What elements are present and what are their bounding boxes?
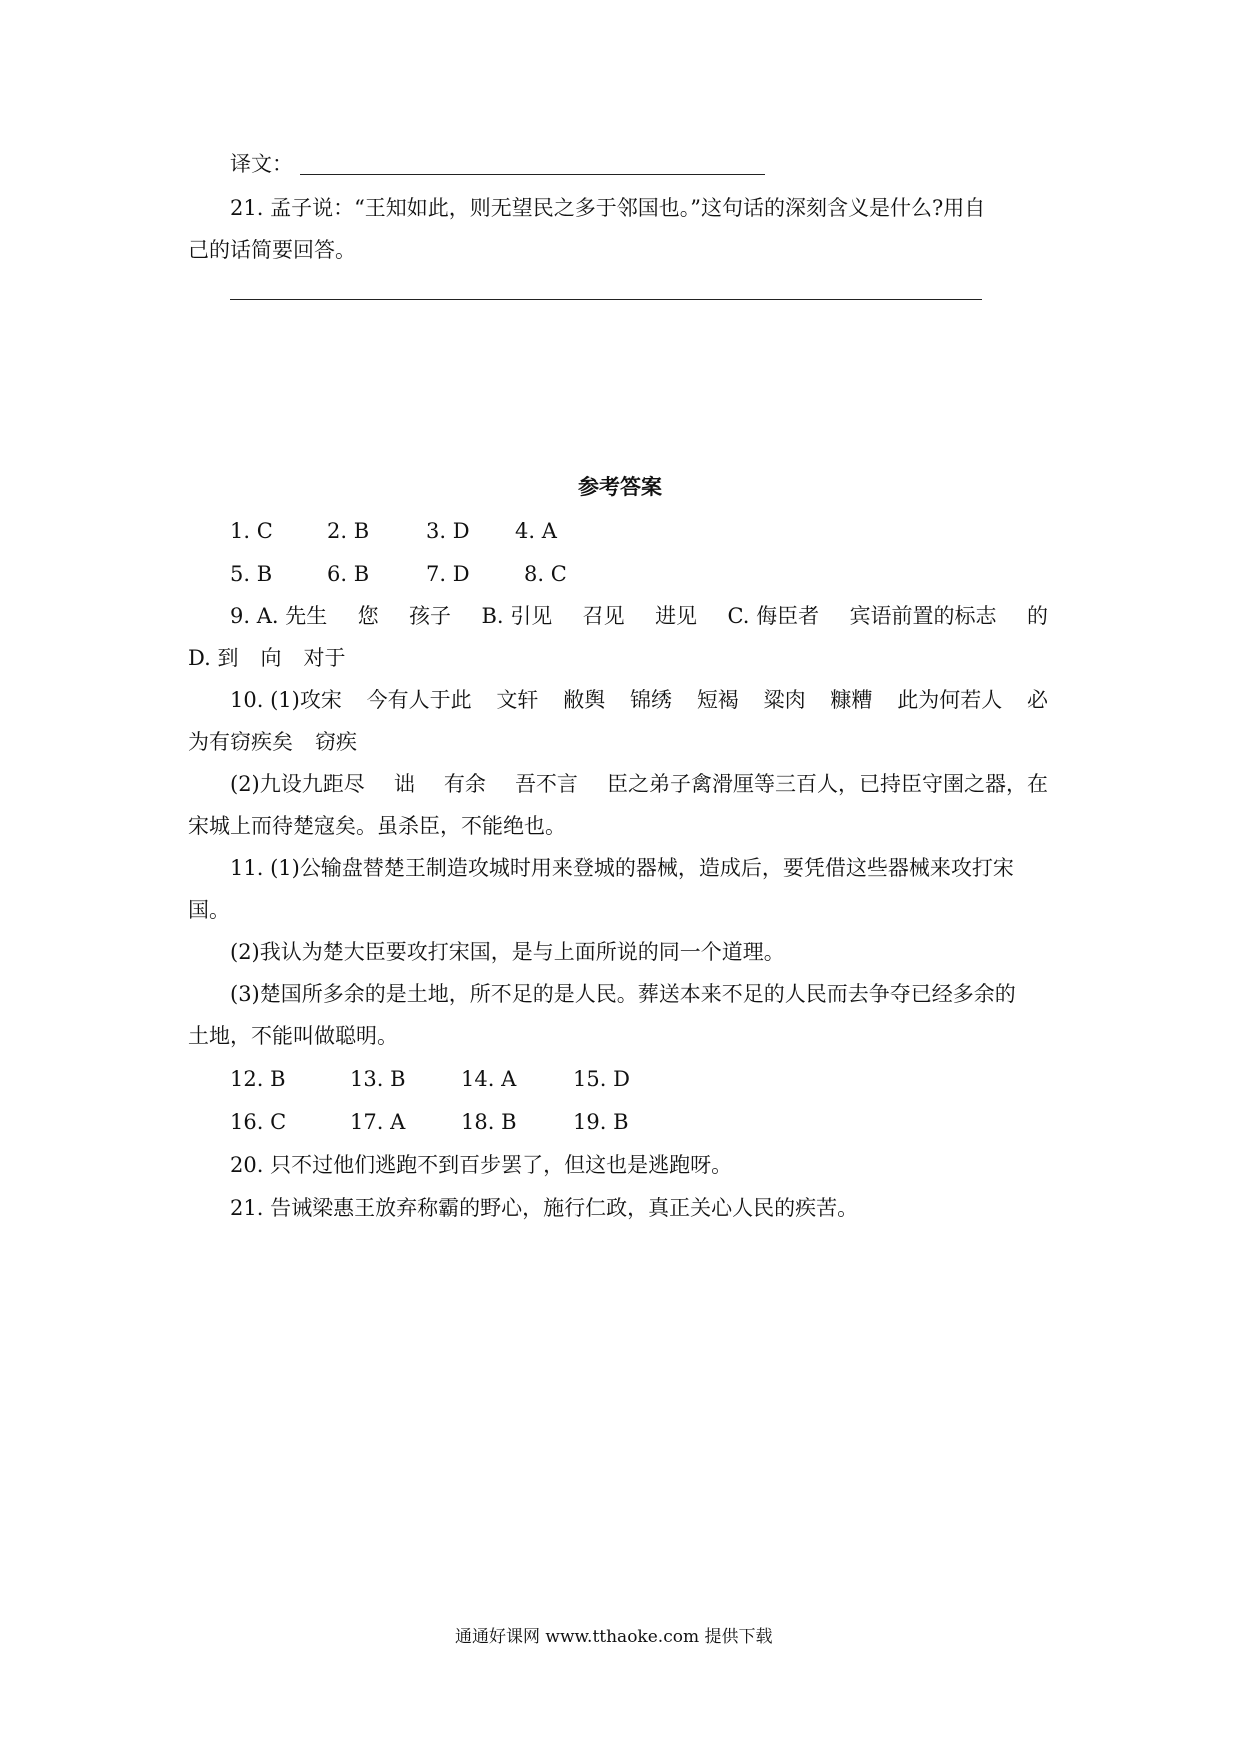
answers-title: 参考答案	[578, 474, 662, 499]
answer-part: 此为何若人	[897, 688, 1003, 712]
answer-part: B. 引见	[481, 604, 553, 628]
answer-11-line1: 11. (1)公输盘替楚王制造攻城时用来登城的器械，造成后，要凭借这些器械来攻打宋	[230, 856, 1014, 880]
answer-item: 4. A	[515, 519, 557, 543]
answer-part: 窃疾	[315, 730, 357, 754]
answer-part: 召见	[582, 604, 625, 628]
answer-item: 1. C	[230, 519, 273, 543]
answer-part: 有余	[443, 772, 486, 796]
translation-label: 译文：	[230, 152, 293, 176]
answer-item: 6. B	[327, 562, 370, 586]
answer-item: 14. A	[461, 1067, 517, 1091]
answer-part: 您	[357, 604, 379, 628]
answer-part: (2)九设九距尽	[230, 772, 365, 796]
answer-part: 文轩	[496, 688, 539, 712]
answer-11-3-line2: 土地，不能叫做聪明。	[188, 1024, 398, 1048]
answer-11-line2: 国。	[188, 898, 230, 922]
answer-9-line2	[188, 645, 345, 671]
answer-part: 向	[260, 646, 282, 670]
answer-item: 19. B	[573, 1110, 629, 1134]
answer-part: 吾不言	[514, 772, 578, 796]
answer-part: D. 到	[188, 646, 239, 670]
answer-item: 7. D	[426, 562, 470, 586]
answer-part: 臣之弟子禽滑厘等三百人，已持臣守圉之器，在	[607, 772, 1048, 796]
answer-10-line1	[230, 687, 1048, 713]
answer-part: 宾语前置的标志	[849, 604, 997, 628]
answer-item: 17. A	[350, 1110, 406, 1134]
answer-part: 10. (1)攻宋	[230, 688, 342, 712]
answer-11-2: (2)我认为楚大臣要攻打宋国，是与上面所说的同一个道理。	[230, 940, 785, 964]
answer-part: 粱肉	[763, 688, 806, 712]
answer-part: 锦绣	[630, 688, 673, 712]
answer-part: 诎	[393, 772, 415, 796]
question-21-answer-line	[230, 299, 982, 300]
answer-item: 13. B	[350, 1067, 406, 1091]
answer-item: 18. B	[461, 1110, 517, 1134]
answer-item: 15. D	[573, 1067, 630, 1091]
answer-part: 糠糟	[830, 688, 873, 712]
answer-part: 对于	[303, 646, 346, 670]
answer-part: 孩子	[409, 604, 452, 628]
answer-part: 今有人于此	[366, 688, 472, 712]
answer-10-2-line2: 宋城上而待楚寇矣。虽杀臣，不能绝也。	[188, 814, 566, 838]
answer-10-2-line1	[230, 771, 1048, 797]
question-21-line1: 21. 孟子说：“王知如此，则无望民之多于邻国也。”这句话的深刻含义是什么?用自	[230, 196, 986, 220]
answer-part: 短褐	[696, 688, 739, 712]
page-footer: 通通好课网 www.tthaoke.com 提供下载	[455, 1627, 773, 1647]
answer-20: 20. 只不过他们逃跑不到百步罢了，但这也是逃跑呀。	[230, 1153, 733, 1177]
answer-11-3-line1: (3)楚国所多余的是土地，所不足的是人民。葬送本来不足的人民而去争夺已经多余的	[230, 982, 1016, 1006]
answer-10-line2	[188, 729, 357, 755]
answer-item: 16. C	[230, 1110, 287, 1134]
question-21-line2: 己的话简要回答。	[188, 238, 356, 262]
answer-21: 21. 告诫梁惠王放弃称霸的野心，施行仁政，真正关心人民的疾苦。	[230, 1196, 859, 1220]
answer-part: C. 侮臣者	[727, 604, 820, 628]
answer-9-line1	[230, 603, 1048, 629]
answer-part: 的	[1026, 604, 1048, 628]
answer-part: 进见	[655, 604, 698, 628]
answer-item: 3. D	[426, 519, 470, 543]
translation-answer-line	[300, 174, 765, 175]
answer-item: 2. B	[327, 519, 370, 543]
answer-part: 敝舆	[563, 688, 606, 712]
answer-item: 5. B	[230, 562, 273, 586]
answer-part: 9. A. 先生	[230, 604, 328, 628]
answer-part: 为有窃疾矣	[188, 730, 293, 754]
answer-item: 8. C	[524, 562, 567, 586]
answer-part: 必	[1027, 688, 1048, 712]
answer-item: 12. B	[230, 1067, 286, 1091]
